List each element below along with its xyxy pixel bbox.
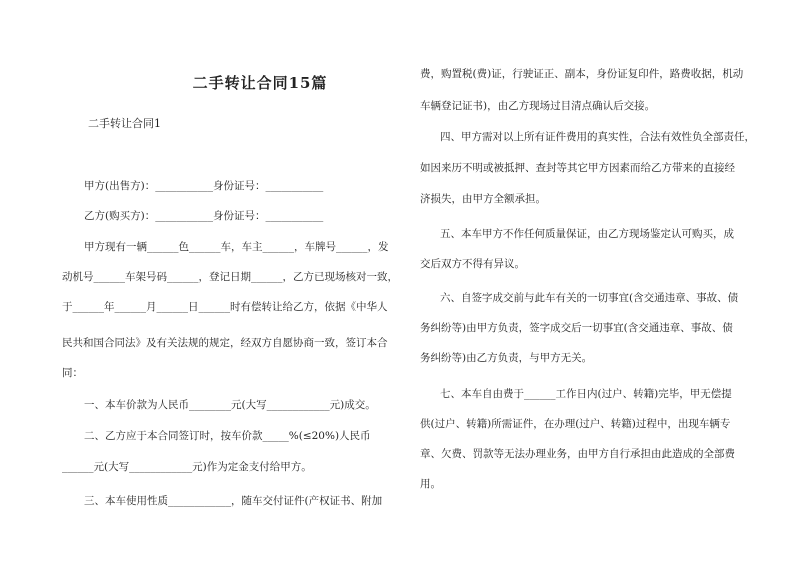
paragraph-line: 车辆登记证书)，由乙方现场过目清点确认后交接。 (420, 100, 656, 112)
paragraph-line: 乙方(购买方)：___________身份证号：___________ (84, 210, 324, 222)
paragraph-line: 如因来历不明或被抵押、查封等其它甲方因素而给乙方带来的直接经 (420, 162, 735, 174)
paragraph-line: 费，购置税(费)证，行驶证正、副本，身份证复印件，路费收据，机动 (420, 68, 744, 80)
paragraph-line: 六、自签字成交前与此车有关的一切事宜(含交通违章、事故、债 (440, 292, 739, 304)
paragraph-line: 用。 (420, 478, 441, 490)
paragraph-line: 供(过户、转籍)所需证件，在办理(过户、转籍)过程中，出现车辆专 (420, 418, 731, 430)
paragraph-line: 民共和国合同法》及有关法规的规定，经双方自愿协商一致，签订本合 (62, 337, 388, 349)
paragraph-line: 七、本车自由费于______工作日内(过户、转籍)完毕，甲无偿提 (440, 388, 732, 400)
paragraph-line: 二、乙方应于本合同签订时，按车价款_____%(≤20%)人民币 (84, 430, 371, 442)
paragraph-line: 动机号______车架号码______，登记日期______，乙方已现场核对一致， (62, 271, 398, 283)
paragraph-line: 甲方(出售方)：___________身份证号：___________ (84, 180, 324, 192)
paragraph-line: 四、甲方需对以上所有证件费用的真实性，合法有效性负全部责任， (440, 131, 755, 143)
paragraph-line: 交后双方不得有异议。 (420, 258, 525, 270)
paragraph-line: 务纠纷等)由乙方负责，与甲方无关。 (420, 352, 593, 364)
document-title: 二手转让合同15篇 (192, 74, 328, 92)
paragraph-line: 于______年______月______日______时有偿转让给乙方，依据《中华人 (62, 301, 388, 313)
section-subtitle: 二手转让合同1 (88, 117, 161, 130)
paragraph-line: ______元(大写____________元)作为定金支付给甲方。 (62, 461, 312, 473)
paragraph-line: 一、本车价款为人民币________元(大写____________元)成交。 (84, 399, 376, 411)
paragraph-line: 务纠纷等)由甲方负责，签字成交后一切事宜(含交通违章、事故、债 (420, 322, 733, 334)
paragraph-line: 三、本车使用性质____________，随车交付证件(产权证书、附加 (84, 495, 383, 507)
paragraph-line: 五、本车甲方不作任何质量保证，由乙方现场鉴定认可购买，成 (440, 228, 734, 240)
paragraph-line: 甲方现有一辆______色______车，车主______，车牌号______，发 (84, 241, 389, 253)
paragraph-line: 同： (62, 367, 83, 379)
paragraph-line: 济损失，由甲方全额承担。 (420, 193, 546, 205)
paragraph-line: 章、欠费、罚款等无法办理业务，由甲方自行承担由此造成的全部费 (420, 448, 735, 460)
